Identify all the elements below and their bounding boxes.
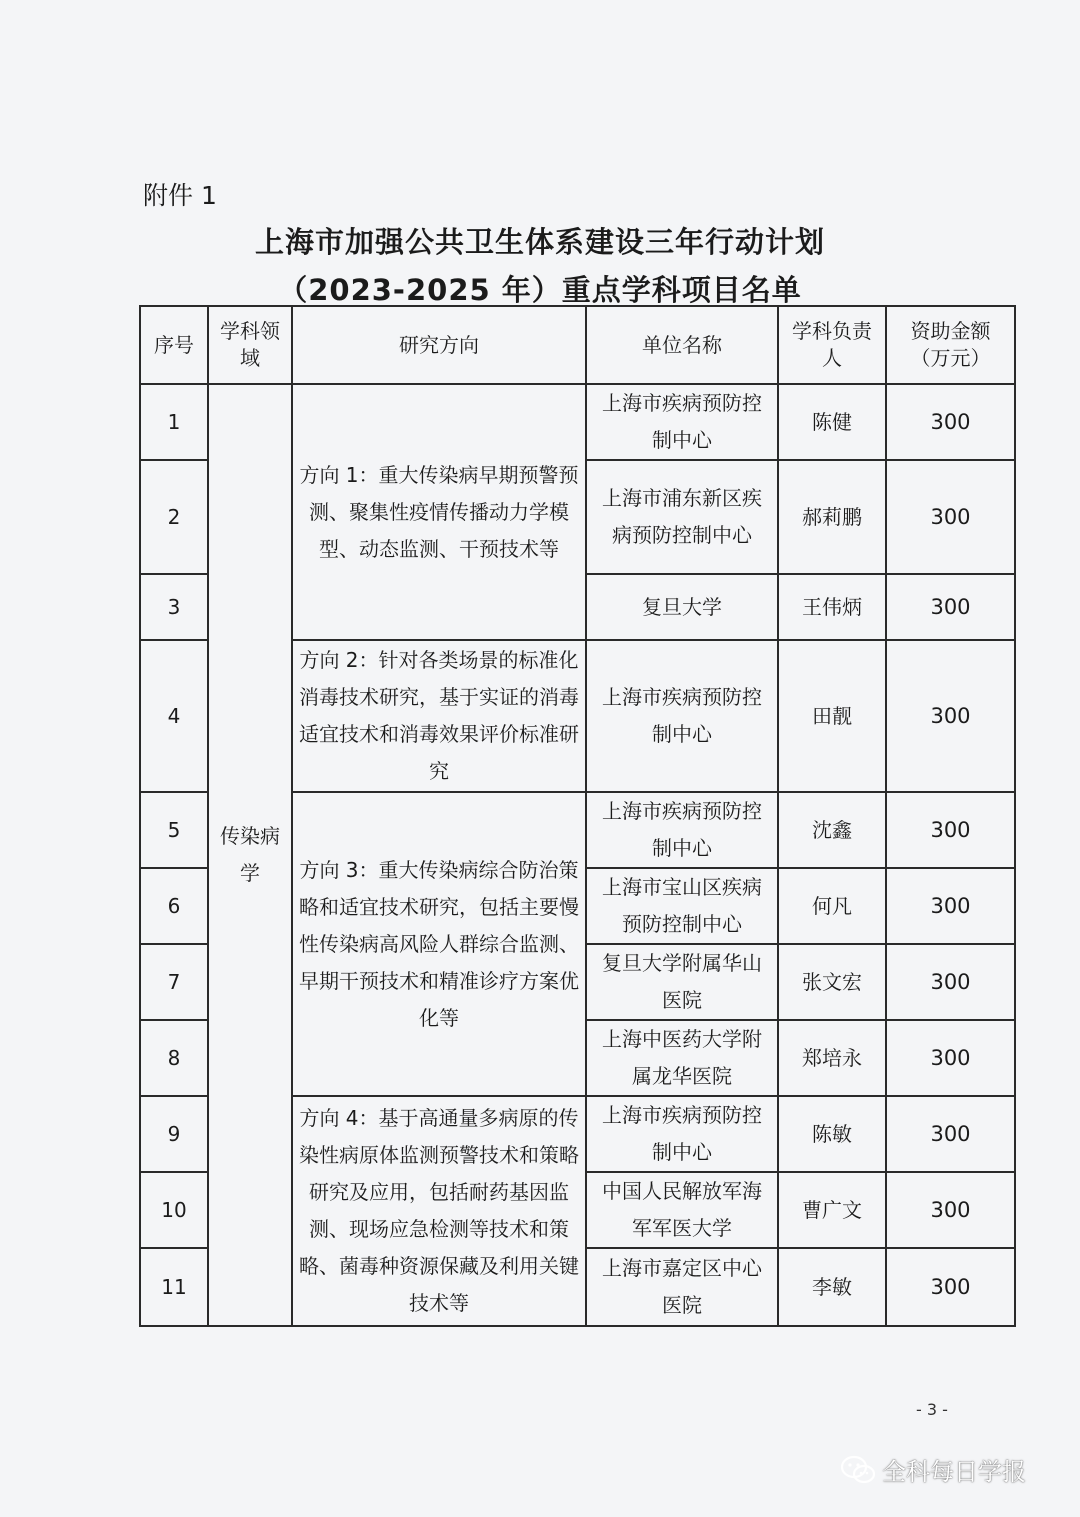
cell-seq: 10 (140, 1172, 208, 1248)
cell-seq: 8 (140, 1020, 208, 1096)
cell-amount: 300 (886, 944, 1015, 1020)
attachment-label: 附件 1 (143, 181, 217, 210)
cell-seq: 4 (140, 640, 208, 792)
cell-amount: 300 (886, 868, 1015, 944)
cell-direction-1: 方向 1：重大传染病早期预警预测、聚集性疫情传播动力学模型、动态监测、干预技术等 (292, 384, 586, 640)
cell-unit: 上海市宝山区疾病预防控制中心 (586, 868, 778, 944)
project-list-table (139, 305, 1016, 1327)
cell-amount: 300 (886, 640, 1015, 792)
cell-leader: 田靓 (778, 640, 886, 792)
cell-leader: 曹广文 (778, 1172, 886, 1248)
cell-seq: 7 (140, 944, 208, 1020)
cell-unit: 上海市浦东新区疾病预防控制中心 (586, 460, 778, 574)
cell-leader: 郑培永 (778, 1020, 886, 1096)
cell-amount: 300 (886, 1096, 1015, 1172)
document-title-line1: 上海市加强公共卫生体系建设三年行动计划 (254, 225, 825, 259)
cell-unit: 上海市疾病预防控制中心 (586, 640, 778, 792)
cell-seq: 3 (140, 574, 208, 640)
cell-amount: 300 (886, 460, 1015, 574)
header-seq: 序号 (140, 306, 208, 384)
cell-unit: 上海市疾病预防控制中心 (586, 792, 778, 868)
cell-unit: 上海市疾病预防控制中心 (586, 384, 778, 460)
cell-leader: 沈鑫 (778, 792, 886, 868)
watermark (840, 1452, 1026, 1487)
page-number: - 3 - (916, 1400, 948, 1419)
cell-unit: 复旦大学 (586, 574, 778, 640)
cell-unit: 上海市疾病预防控制中心 (586, 1096, 778, 1172)
cell-seq: 5 (140, 792, 208, 868)
cell-unit: 上海市嘉定区中心医院 (586, 1248, 778, 1326)
cell-leader: 陈敏 (778, 1096, 886, 1172)
cell-unit: 复旦大学附属华山医院 (586, 944, 778, 1020)
cell-seq: 6 (140, 868, 208, 944)
document-title-line2: （2023-2025 年）重点学科项目名单 (278, 273, 802, 307)
cell-amount: 300 (886, 792, 1015, 868)
cell-seq: 2 (140, 460, 208, 574)
cell-amount: 300 (886, 1020, 1015, 1096)
header-field: 学科领域 (208, 306, 292, 384)
cell-leader: 王伟炳 (778, 574, 886, 640)
header-leader: 学科负责人 (778, 306, 886, 384)
cell-seq: 1 (140, 384, 208, 460)
cell-direction-4: 方向 4：基于高通量多病原的传染性病原体监测预警技术和策略研究及应用，包括耐药基因监测、现场应急检测等技术和策略、菌毒种资源保藏及利用关键技术等 (292, 1096, 586, 1326)
cell-leader: 张文宏 (778, 944, 886, 1020)
cell-leader: 陈健 (778, 384, 886, 460)
wechat-icon (840, 1455, 876, 1485)
cell-unit: 上海中医药大学附属龙华医院 (586, 1020, 778, 1096)
watermark-text: 全科每日学报 (882, 1458, 1026, 1486)
cell-unit: 中国人民解放军海军军医大学 (586, 1172, 778, 1248)
cell-amount: 300 (886, 384, 1015, 460)
table-row (140, 384, 1015, 460)
cell-seq: 11 (140, 1248, 208, 1326)
cell-leader: 郝莉鹏 (778, 460, 886, 574)
cell-amount: 300 (886, 1248, 1015, 1326)
table-header-row (140, 306, 1015, 384)
header-direction: 研究方向 (292, 306, 586, 384)
cell-direction-2: 方向 2：针对各类场景的标准化消毒技术研究，基于实证的消毒适宜技术和消毒效果评价标准研究 (292, 640, 586, 792)
header-unit: 单位名称 (586, 306, 778, 384)
cell-leader: 何凡 (778, 868, 886, 944)
header-amount: 资助金额（万元） (886, 306, 1015, 384)
cell-direction-3: 方向 3：重大传染病综合防治策略和适宜技术研究，包括主要慢性传染病高风险人群综合监测、早期干预技术和精准诊疗方案优化等 (292, 792, 586, 1096)
cell-field: 传染病学 (208, 384, 292, 1326)
cell-leader: 李敏 (778, 1248, 886, 1326)
cell-amount: 300 (886, 574, 1015, 640)
cell-seq: 9 (140, 1096, 208, 1172)
cell-amount: 300 (886, 1172, 1015, 1248)
